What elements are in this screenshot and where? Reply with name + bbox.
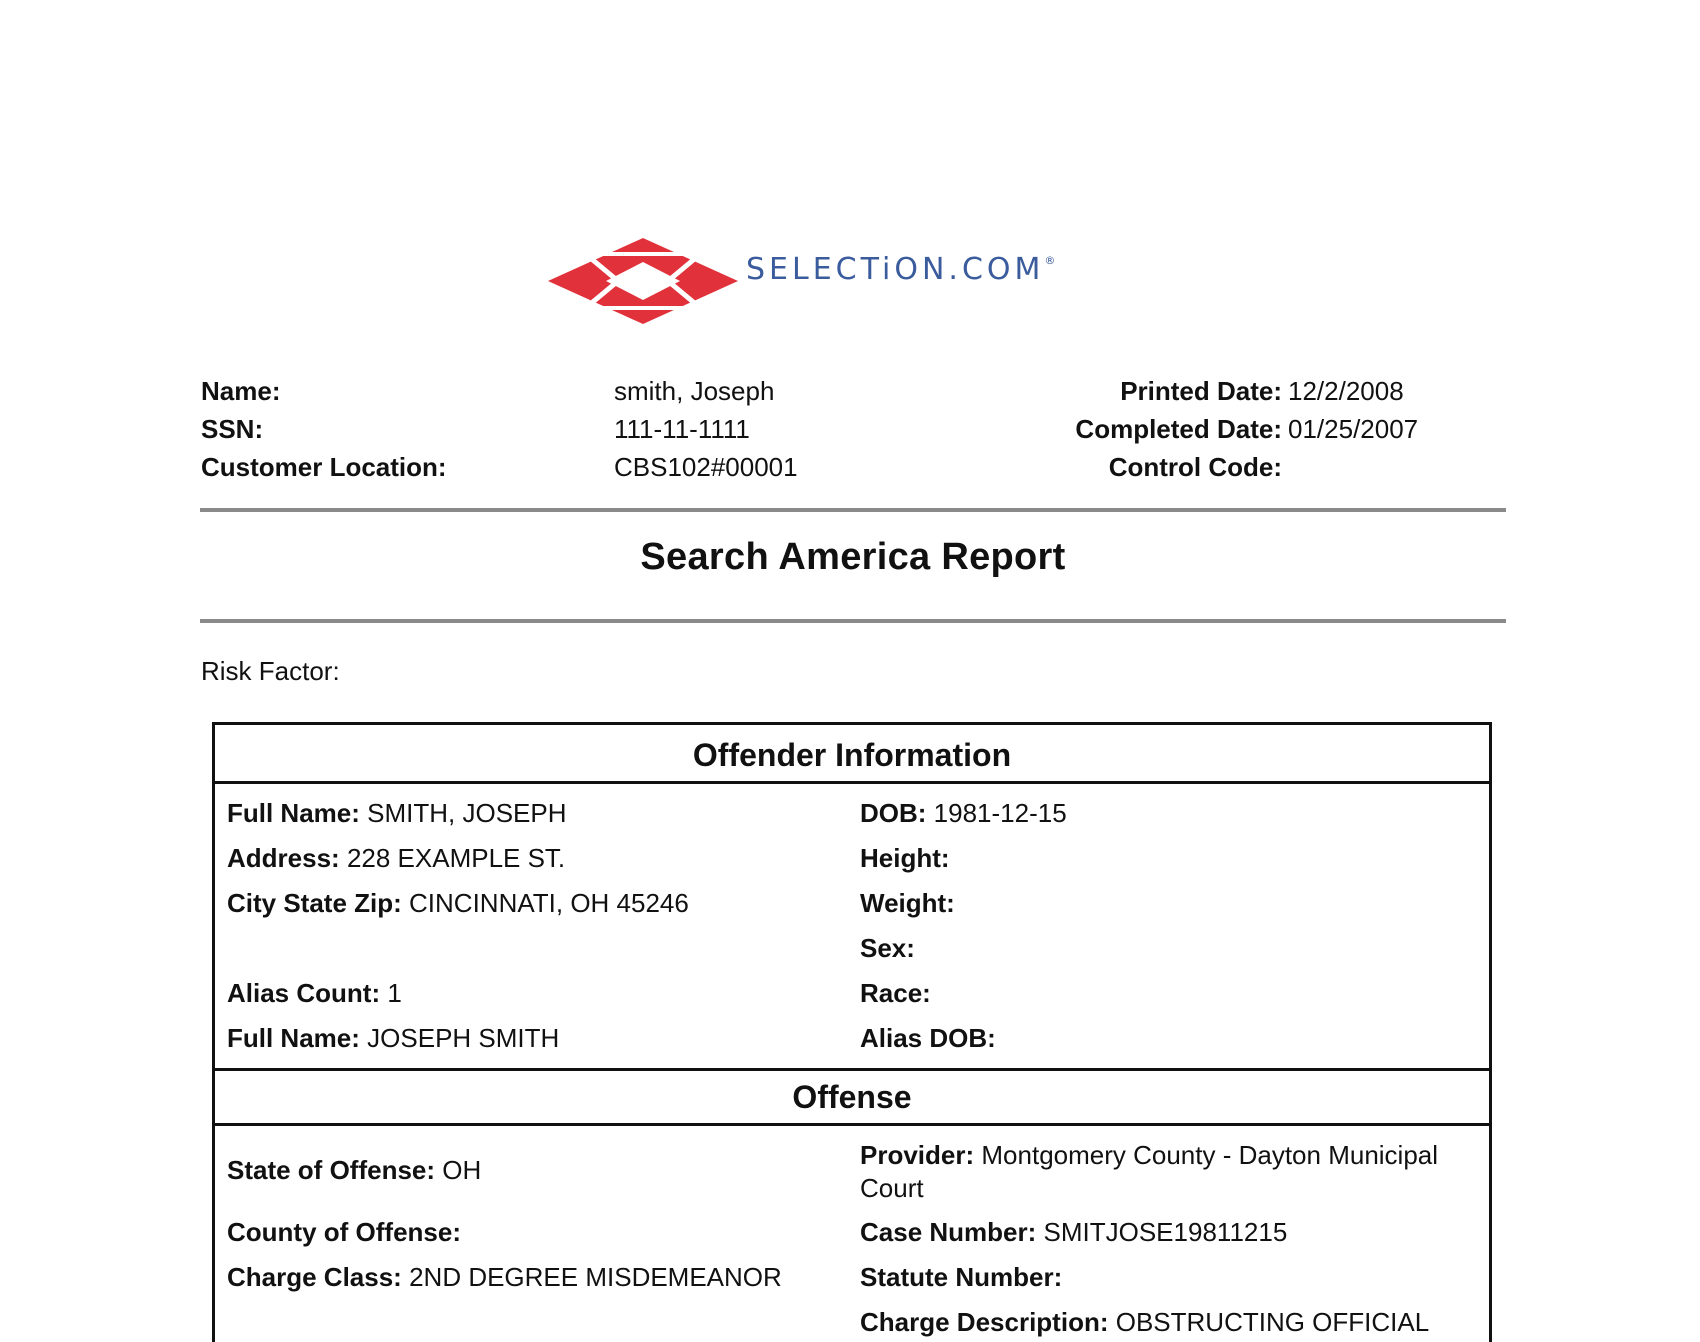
offender-height: Height:	[860, 843, 950, 873]
section-divider	[215, 1123, 1489, 1126]
ssn-value: 111-11-1111	[614, 414, 750, 444]
county-of-offense: County of Offense:	[227, 1217, 461, 1247]
offender-race: Race:	[860, 978, 931, 1008]
charge-description: Charge Description: OBSTRUCTING OFFICIAL	[860, 1307, 1430, 1337]
case-number: Case Number: SMITJOSE19811215	[860, 1217, 1288, 1247]
name-value: smith, Joseph	[614, 376, 775, 406]
offender-full-name: Full Name: SMITH, JOSEPH	[227, 798, 567, 828]
report-title: Search America Report	[640, 536, 1066, 578]
ssn-label: SSN:	[201, 414, 264, 444]
offender-dob: DOB: 1981-12-15	[860, 798, 1067, 828]
printed-date-value: 12/2/2008	[1288, 376, 1404, 406]
section-divider	[215, 1068, 1489, 1071]
risk-factor-label: Risk Factor:	[201, 656, 340, 686]
name-label: Name:	[201, 376, 281, 406]
completed-date-value: 01/25/2007	[1288, 414, 1419, 444]
offender-address: Address: 228 EXAMPLE ST.	[227, 843, 566, 873]
diamond-logo-mark	[548, 238, 738, 324]
provider: Provider: Montgomery County - Dayton Municipal Court	[860, 1140, 1439, 1203]
report-table	[212, 722, 1492, 1342]
logo-wordmark: SELECTiON.COM®	[746, 252, 1056, 287]
offender-alias-count: Alias Count: 1	[227, 978, 402, 1008]
offender-information-heading: Offender Information	[692, 737, 1012, 773]
offender-sex: Sex:	[860, 933, 915, 963]
offender-city-state-zip: City State Zip: CINCINNATI, OH 45246	[227, 888, 689, 918]
state-of-offense: State of Offense: OH	[227, 1155, 482, 1185]
header-divider	[200, 508, 1506, 512]
customer-location-label: Customer Location:	[201, 452, 447, 482]
offense-heading: Offense	[792, 1079, 912, 1115]
printed-date-label: Printed Date:	[1120, 376, 1282, 406]
offender-alias-dob: Alias DOB:	[860, 1023, 996, 1053]
section-divider	[215, 781, 1489, 784]
statute-number: Statute Number:	[860, 1262, 1063, 1292]
offender-weight: Weight:	[860, 888, 955, 918]
title-divider	[200, 619, 1506, 623]
offender-alias-full-name: Full Name: JOSEPH SMITH	[227, 1023, 560, 1053]
selection-com-logo	[548, 238, 1168, 324]
charge-class: Charge Class: 2ND DEGREE MISDEMEANOR	[227, 1262, 782, 1292]
completed-date-label: Completed Date:	[1075, 414, 1282, 444]
customer-location-value: CBS102#00001	[614, 452, 798, 482]
control-code-label: Control Code:	[1108, 452, 1282, 482]
